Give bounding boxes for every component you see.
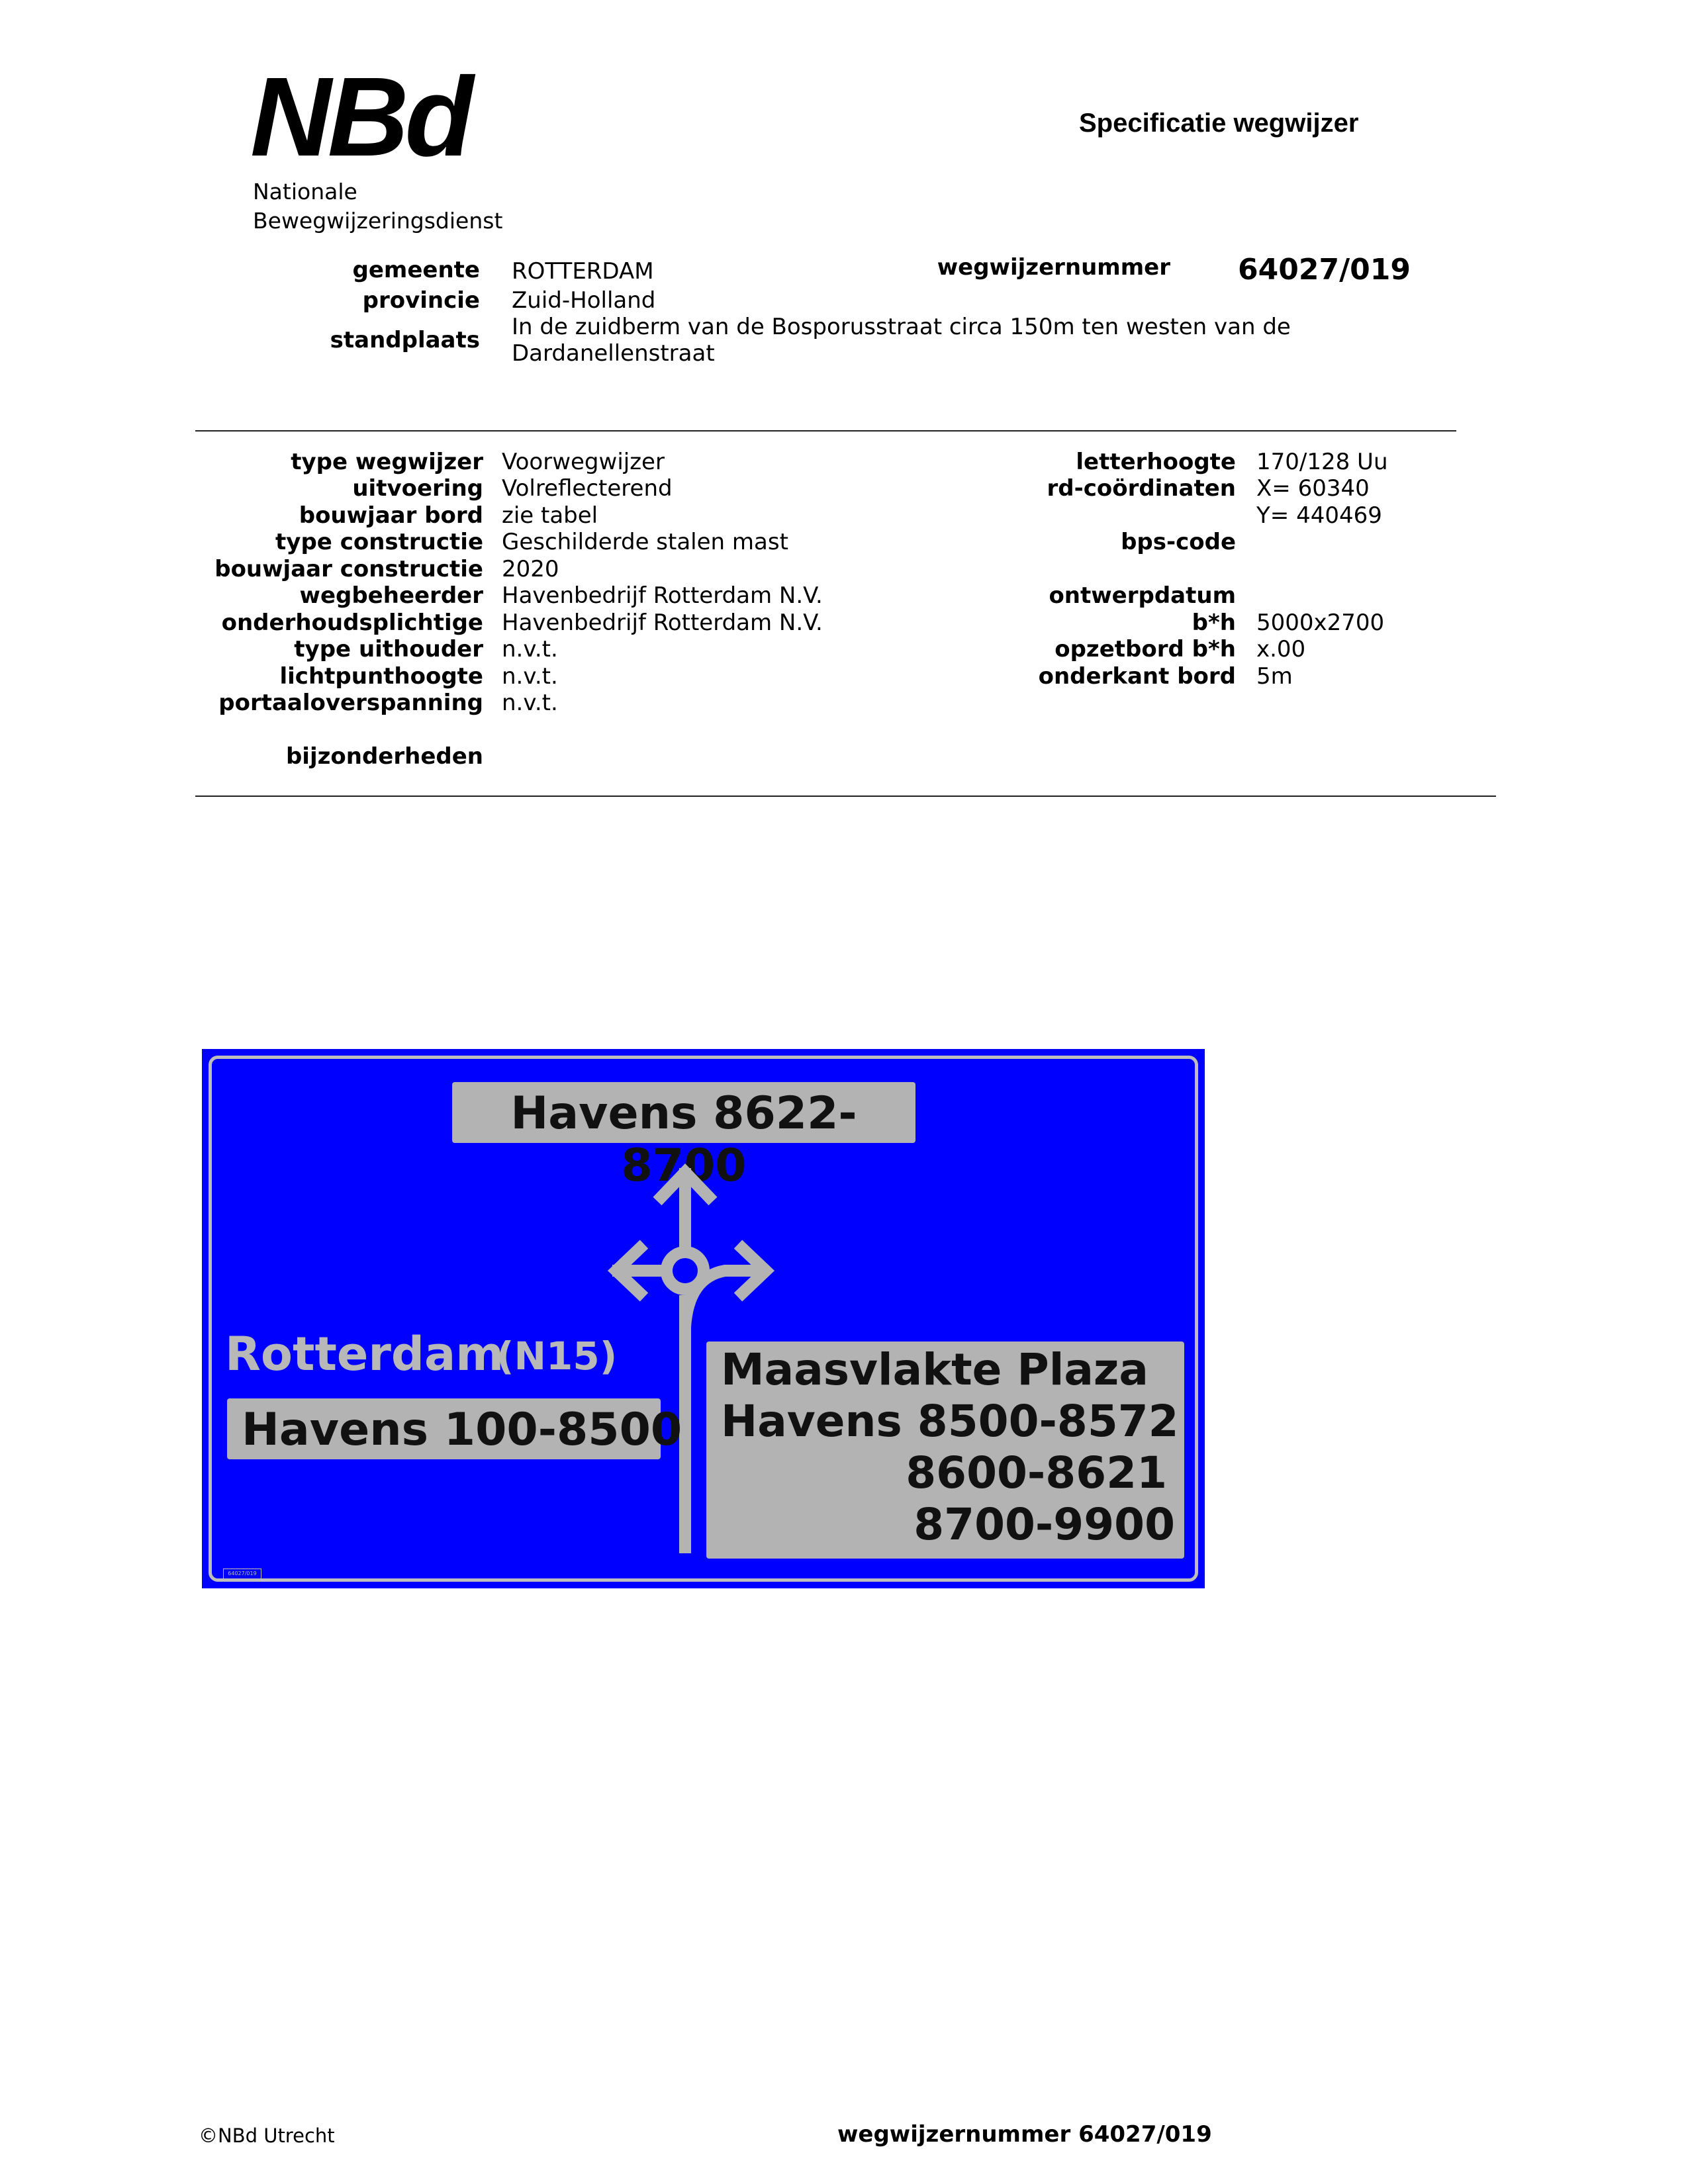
spec-label: bouwjaar bord [299, 502, 483, 529]
sign-code-label: 64027/019 [223, 1569, 261, 1579]
spec-value: Geschilderde stalen mast [502, 529, 788, 555]
spec-value: zie tabel [502, 502, 598, 529]
spec-value: 5m [1256, 663, 1293, 690]
road-sign [202, 1049, 1205, 1588]
nbd-logo: NBd [250, 54, 470, 180]
spec-label: b*h [1192, 610, 1236, 636]
spec-label: bps-code [1121, 529, 1236, 555]
spec-value: Volreflecterend [502, 475, 673, 502]
spec-label: ontwerpdatum [1049, 582, 1236, 609]
divider-bottom [195, 796, 1496, 797]
spec-value: n.v.t. [502, 690, 558, 716]
route-number-n15: (N15) [496, 1334, 618, 1379]
gemeente-value: ROTTERDAM [512, 258, 654, 285]
bijzonderheden-label: bijzonderheden [285, 743, 483, 770]
spec-label: uitvoering [352, 475, 483, 502]
spec-value: Havenbedrijf Rotterdam N.V. [502, 610, 823, 636]
logo-line-1: Nationale [253, 179, 357, 205]
spec-value: 5000x2700 [1256, 610, 1385, 636]
left-panel [227, 1398, 682, 1459]
gemeente-label: gemeente [352, 257, 480, 283]
divider-top [195, 430, 1456, 432]
spec-label: rd-coördinaten [1047, 475, 1236, 502]
spec-label: letterhoogte [1076, 449, 1236, 475]
logo-line-2: Bewegwijzeringsdienst [253, 208, 503, 234]
right-panel-line-3: 8600-8621 [906, 1447, 1167, 1498]
top-panel-text: Havens 8622-8700 [510, 1087, 857, 1192]
spec-value: x.00 [1256, 636, 1306, 662]
spec-label: type wegwijzer [291, 449, 483, 475]
spec-label: bouwjaar constructie [214, 556, 483, 582]
standplaats-line-1: In de zuidberm van de Bosporusstraat circa 150m ten westen van de [512, 314, 1291, 340]
spec-value: Havenbedrijf Rotterdam N.V. [502, 582, 823, 609]
footer-number: wegwijzernummer 64027/019 [837, 2121, 1212, 2148]
spec-value: n.v.t. [502, 636, 558, 662]
left-panel-text: Havens 100-8500 [242, 1404, 682, 1456]
spec-value: 2020 [502, 556, 559, 582]
standplaats-label: standplaats [330, 327, 480, 353]
standplaats-line-2: Dardanellenstraat [512, 340, 715, 367]
spec-label: onderhoudsplichtige [221, 610, 483, 636]
right-panel-line-4: 8700-9900 [914, 1499, 1175, 1550]
right-panel [706, 1342, 1184, 1559]
right-panel-line-2: Havens 8500-8572 [721, 1396, 1179, 1447]
spec-value: n.v.t. [502, 663, 558, 690]
spec-value: 170/128 Uu [1256, 449, 1388, 475]
wegwijzernummer-label: wegwijzernummer [937, 254, 1170, 281]
provincie-label: provincie [362, 287, 480, 314]
spec-label: lichtpunthoogte [279, 663, 483, 690]
spec-label: portaaloverspanning [218, 690, 483, 716]
footer-copyright: ©NBd Utrecht [199, 2124, 335, 2147]
spec-label: wegbeheerder [299, 582, 483, 609]
document-title: Specificatie wegwijzer [1079, 109, 1359, 138]
right-panel-line-1: Maasvlakte Plaza [721, 1344, 1149, 1395]
destination-rotterdam: Rotterdam [225, 1327, 504, 1381]
provincie-value: Zuid-Holland [512, 287, 656, 314]
spec-label: type uithouder [294, 636, 483, 662]
spec-label: onderkant bord [1038, 663, 1236, 690]
spec-label: type constructie [275, 529, 483, 555]
spec-value: Y= 440469 [1256, 502, 1382, 529]
spec-label: opzetbord b*h [1055, 636, 1236, 662]
spec-value: X= 60340 [1256, 475, 1370, 502]
spec-value: Voorwegwijzer [502, 449, 665, 475]
wegwijzernummer-value: 64027/019 [1238, 253, 1411, 287]
